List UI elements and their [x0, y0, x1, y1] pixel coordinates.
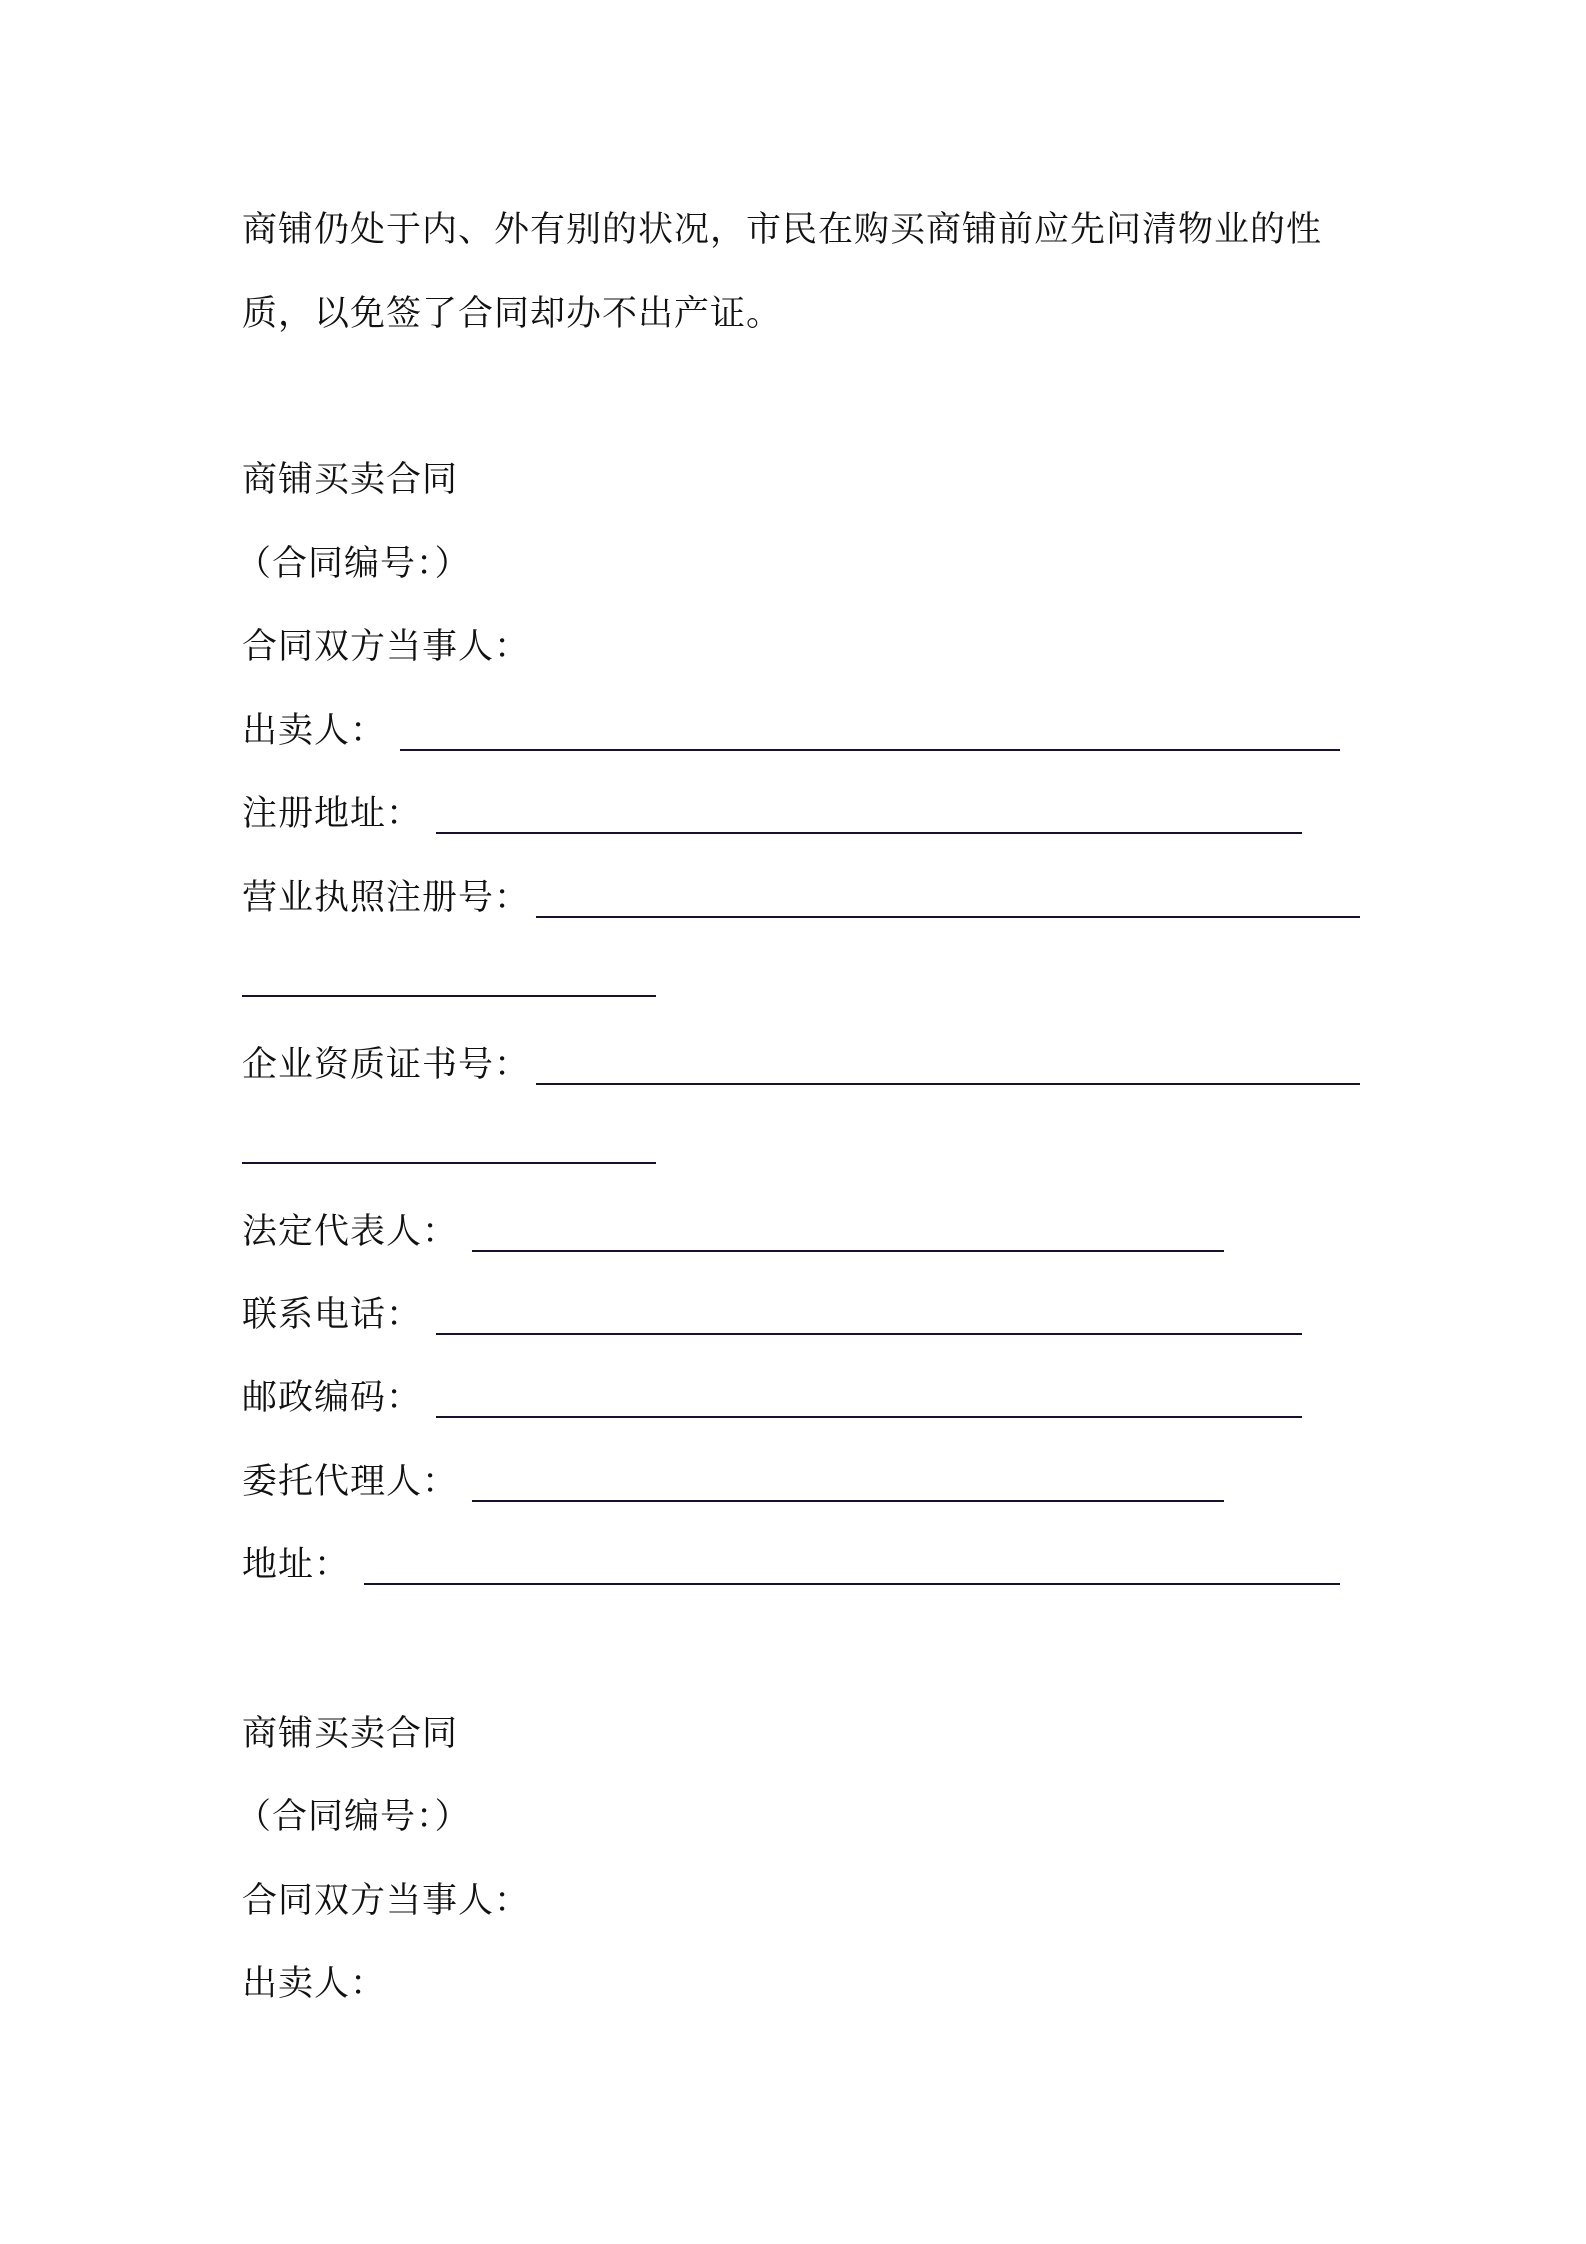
- seller-blank[interactable]: [400, 749, 1340, 751]
- license-no-blank[interactable]: [536, 916, 1360, 918]
- qualification-no-label: 企业资质证书号：: [242, 1045, 531, 1085]
- contract-title: 商铺买卖合同: [242, 460, 459, 500]
- reg-address-blank[interactable]: [436, 832, 1302, 834]
- agent-blank[interactable]: [472, 1500, 1224, 1502]
- license-no-label: 营业执照注册号：: [242, 878, 531, 918]
- intro-paragraph: 商铺仍处于内、外有别的状况，市民在购买商铺前应先问清物业的性质，以免签了合同却办不出产证。: [242, 210, 1323, 334]
- reg-address-field: [242, 790, 1302, 838]
- legal-rep-field: [242, 1208, 1224, 1256]
- address-label: 地址：: [242, 1545, 351, 1585]
- postcode-label: 邮政编码：: [242, 1378, 423, 1418]
- seller-field: [242, 707, 1340, 755]
- phone-label: 联系电话：: [242, 1295, 423, 1335]
- legal-rep-blank[interactable]: [472, 1250, 1224, 1252]
- parties-heading-2: 合同双方当事人：: [242, 1881, 531, 1921]
- contract-title-2: 商铺买卖合同: [242, 1714, 459, 1754]
- license-no-field: [242, 874, 1360, 922]
- qualification-no-blank[interactable]: [536, 1083, 1360, 1085]
- postcode-field: [242, 1374, 1302, 1422]
- address-field: [242, 1541, 1340, 1589]
- contract-number-2: （合同编号：）: [236, 1797, 471, 1837]
- legal-rep-label: 法定代表人：: [242, 1212, 459, 1252]
- postcode-blank[interactable]: [436, 1416, 1302, 1418]
- qualification-no-field: [242, 1041, 1360, 1089]
- license-no-blank-continued[interactable]: [242, 995, 656, 997]
- seller-label: 出卖人：: [242, 711, 387, 751]
- phone-field: [242, 1291, 1302, 1339]
- qualification-no-blank-continued[interactable]: [242, 1162, 656, 1164]
- agent-field: [242, 1458, 1224, 1506]
- seller-label-2: 出卖人：: [242, 1964, 387, 2004]
- phone-blank[interactable]: [436, 1333, 1302, 1335]
- agent-label: 委托代理人：: [242, 1462, 459, 1502]
- contract-number: （合同编号：）: [236, 544, 471, 584]
- address-blank[interactable]: [364, 1583, 1340, 1585]
- reg-address-label: 注册地址：: [242, 794, 423, 834]
- parties-heading: 合同双方当事人：: [242, 627, 531, 667]
